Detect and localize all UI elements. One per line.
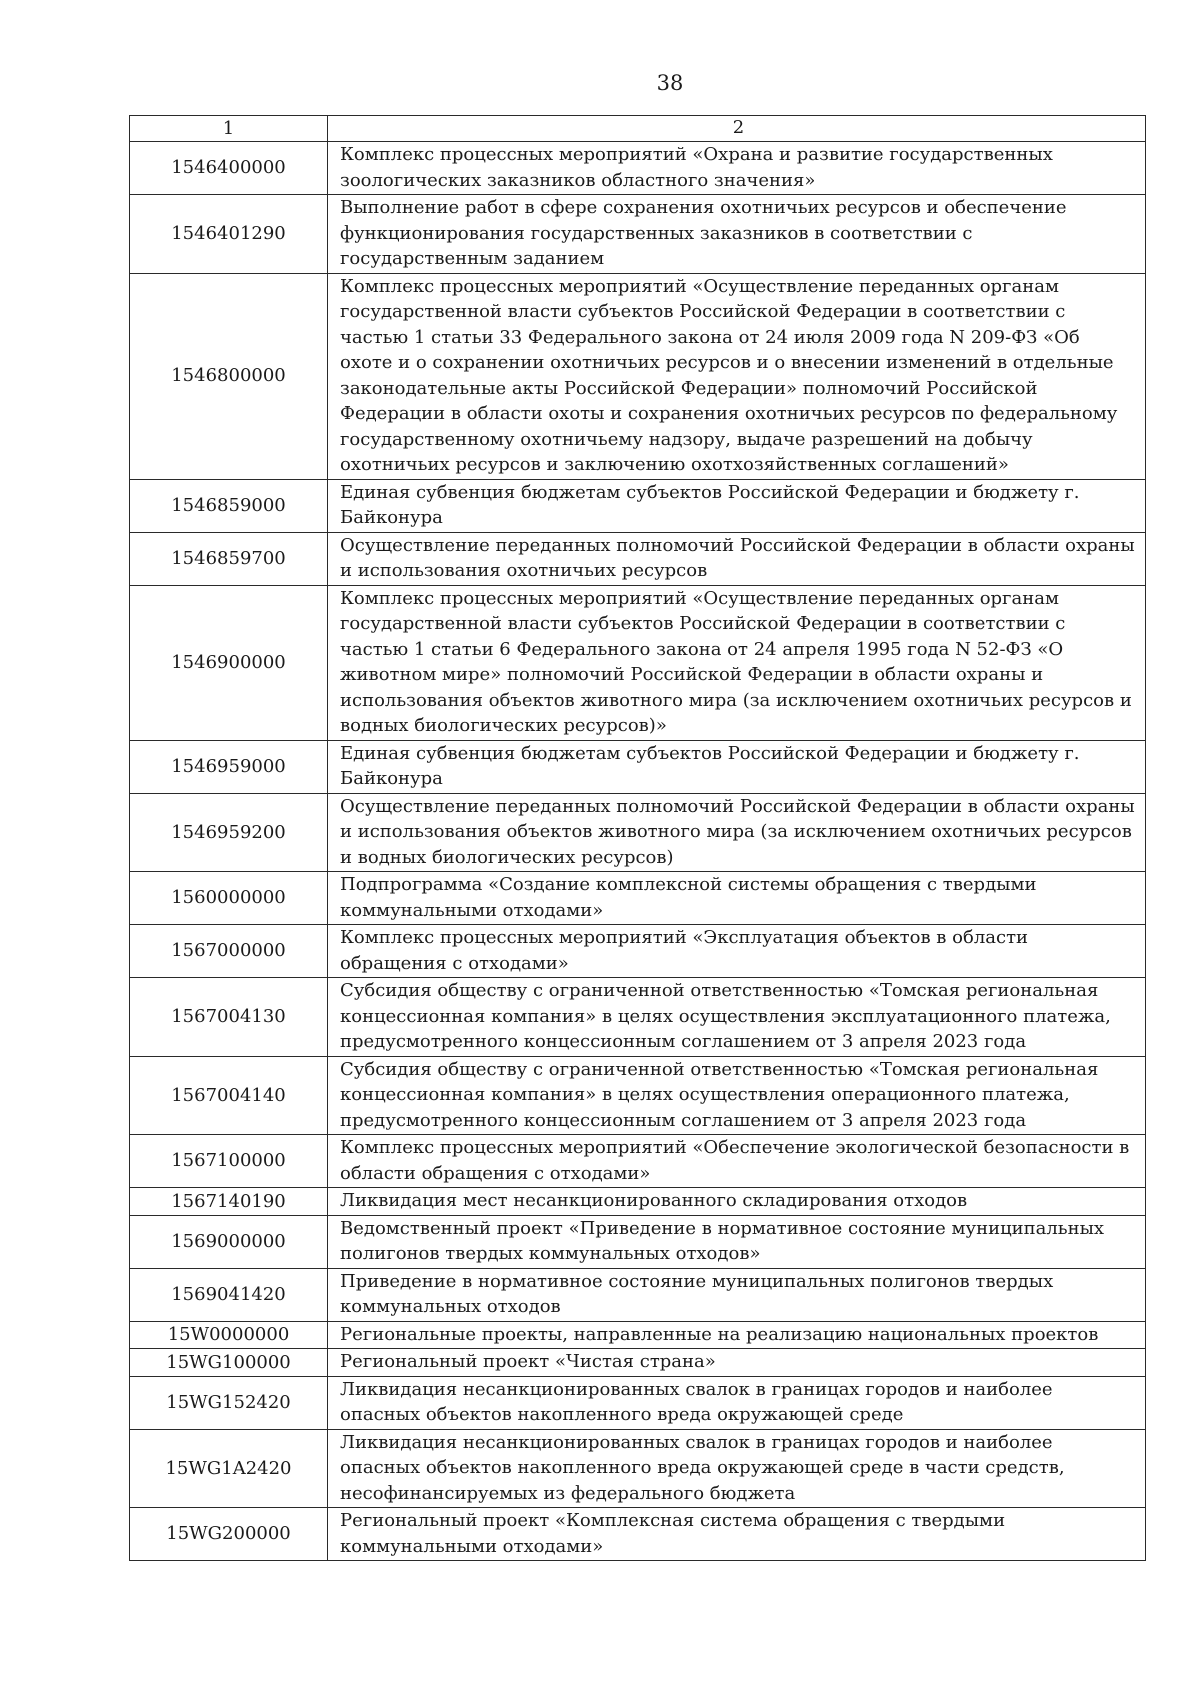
- row-code: 15WG152420: [130, 1376, 328, 1429]
- row-code: 1546859700: [130, 532, 328, 585]
- row-code: 1546401290: [130, 195, 328, 274]
- row-code: 1569041420: [130, 1268, 328, 1321]
- table-row: [130, 195, 1146, 274]
- row-description: Ликвидация мест несанкционированного складирования отходов: [328, 1188, 1146, 1216]
- row-description: Осуществление переданных полномочий Российской Федерации в области охраны и использования охотничьих ресурсов: [328, 532, 1146, 585]
- row-description: Региональный проект «Комплексная система обращения с твердыми коммунальными отходами»: [328, 1508, 1146, 1561]
- row-code: 1567004130: [130, 978, 328, 1057]
- table-row: [130, 1321, 1146, 1349]
- table-row: [130, 740, 1146, 793]
- row-description: Подпрограмма «Создание комплексной системы обращения с твердыми коммунальными отходами»: [328, 872, 1146, 925]
- row-code: 1569000000: [130, 1215, 328, 1268]
- row-code: 1546959200: [130, 793, 328, 872]
- row-code: 15W0000000: [130, 1321, 328, 1349]
- row-code: 1546900000: [130, 585, 328, 740]
- table-header: [130, 116, 1146, 142]
- table-row: [130, 1508, 1146, 1561]
- row-code: 15WG100000: [130, 1349, 328, 1377]
- row-description: Единая субвенция бюджетам субъектов Российской Федерации и бюджету г. Байконура: [328, 479, 1146, 532]
- row-description: Ликвидация несанкционированных свалок в границах городов и наиболее опасных объектов накопленного вреда окружающей среде в части средств, несофинансируемых из федерального бюджета: [328, 1429, 1146, 1508]
- table-row: [130, 532, 1146, 585]
- row-description: Выполнение работ в сфере сохранения охотничьих ресурсов и обеспечение функционирования государственных заказников в соответствии с государственным заданием: [328, 195, 1146, 274]
- row-code: 1546400000: [130, 142, 328, 195]
- table-row: [130, 1135, 1146, 1188]
- row-description: Комплекс процессных мероприятий «Эксплуатация объектов в области обращения с отходами»: [328, 925, 1146, 978]
- table-row: [130, 925, 1146, 978]
- row-code: 1546959000: [130, 740, 328, 793]
- table-body: [130, 142, 1146, 1561]
- table-row: [130, 585, 1146, 740]
- table-row: [130, 142, 1146, 195]
- table-row: [130, 1429, 1146, 1508]
- row-code: 1567000000: [130, 925, 328, 978]
- header-column-description: 2: [328, 116, 1146, 142]
- table-row: [130, 1376, 1146, 1429]
- row-description: Ликвидация несанкционированных свалок в границах городов и наиболее опасных объектов накопленного вреда окружающей среде: [328, 1376, 1146, 1429]
- row-code: 1546859000: [130, 479, 328, 532]
- row-code: 1546800000: [130, 273, 328, 479]
- table-row: [130, 1056, 1146, 1135]
- table-row: [130, 978, 1146, 1057]
- table-row: [130, 1349, 1146, 1377]
- row-description: Субсидия обществу с ограниченной ответственностью «Томская региональная концессионная компания» в целях осуществления операционного платежа, предусмотренного концессионным соглашением от 3 апреля 2023 года: [328, 1056, 1146, 1135]
- table-row: [130, 793, 1146, 872]
- table-row: [130, 479, 1146, 532]
- row-description: Субсидия обществу с ограниченной ответственностью «Томская региональная концессионная компания» в целях осуществления эксплуатационного платежа, предусмотренного концессионным соглашением от 3 апреля 2023 года: [328, 978, 1146, 1057]
- row-code: 1567140190: [130, 1188, 328, 1216]
- row-description: Осуществление переданных полномочий Российской Федерации в области охраны и использования объектов животного мира (за исключением охотничьих ресурсов и водных биологических ресурсов): [328, 793, 1146, 872]
- budget-classification-table: [129, 115, 1146, 1561]
- table-row: [130, 273, 1146, 479]
- row-code: 1567004140: [130, 1056, 328, 1135]
- row-code: 1567100000: [130, 1135, 328, 1188]
- row-description: Приведение в нормативное состояние муниципальных полигонов твердых коммунальных отходов: [328, 1268, 1146, 1321]
- row-description: Комплекс процессных мероприятий «Охрана и развитие государственных зоологических заказников областного значения»: [328, 142, 1146, 195]
- row-description: Региональные проекты, направленные на реализацию национальных проектов: [328, 1321, 1146, 1349]
- row-description: Комплекс процессных мероприятий «Обеспечение экологической безопасности в области обращения с отходами»: [328, 1135, 1146, 1188]
- header-column-code: 1: [130, 116, 328, 142]
- header-row: [130, 116, 1146, 142]
- table-row: [130, 872, 1146, 925]
- row-code: 15WG1A2420: [130, 1429, 328, 1508]
- table-row: [130, 1215, 1146, 1268]
- row-code: 1560000000: [130, 872, 328, 925]
- page-number: 38: [656, 71, 684, 95]
- row-description: Единая субвенция бюджетам субъектов Российской Федерации и бюджету г. Байконура: [328, 740, 1146, 793]
- row-code: 15WG200000: [130, 1508, 328, 1561]
- table-row: [130, 1268, 1146, 1321]
- table-row: [130, 1188, 1146, 1216]
- row-description: Региональный проект «Чистая страна»: [328, 1349, 1146, 1377]
- row-description: Ведомственный проект «Приведение в нормативное состояние муниципальных полигонов твердых коммунальных отходов»: [328, 1215, 1146, 1268]
- row-description: Комплекс процессных мероприятий «Осуществление переданных органам государственной власти субъектов Российской Федерации в соответствии с частью 1 статьи 33 Федерального закона от 24 июля 2009 года N 209-ФЗ «Об охоте и о сохранении охотничьих ресурсов и о внесении изменений в отдельные законодательные акты Российской Федерации» полномочий Российской Федерации в области охоты и сохранения охотничьих ресурсов по федеральному государственному охотничьему надзору, выдаче разрешений на добычу охотничьих ресурсов и заключению охотхозяйственных соглашений»: [328, 273, 1146, 479]
- row-description: Комплекс процессных мероприятий «Осуществление переданных органам государственной власти субъектов Российской Федерации в соответствии с частью 1 статьи 6 Федерального закона от 24 апреля 1995 года N 52-ФЗ «О животном мире» полномочий Российской Федерации в области охраны и использования объектов животного мира (за исключением охотничьих ресурсов и водных биологических ресурсов)»: [328, 585, 1146, 740]
